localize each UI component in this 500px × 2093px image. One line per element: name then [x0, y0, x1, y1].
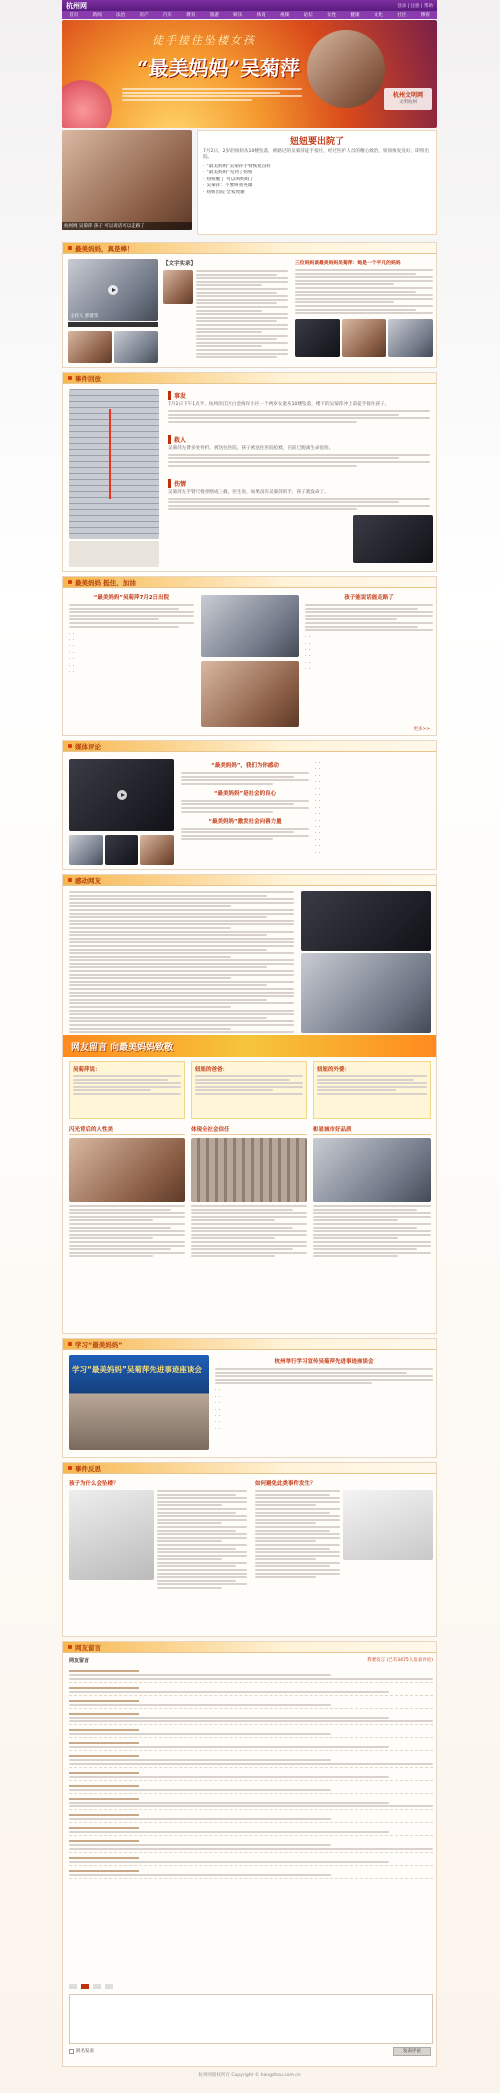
comment-author[interactable]: [69, 1772, 139, 1774]
video-player[interactable]: [68, 259, 158, 321]
thumb[interactable]: [68, 331, 112, 363]
sub-title: 体现全社会信任: [191, 1125, 307, 1135]
replay-heading: 事发: [168, 391, 430, 400]
left-title[interactable]: 孩子为什么会坠楼？: [69, 1481, 119, 1487]
learn-article: [215, 1357, 433, 1433]
comment-body: [69, 1776, 433, 1778]
comment-body: [69, 1759, 433, 1765]
replay-text: 吴菊萍左臂多处骨折，被送往医院。孩子被送往医院抢救，目前已脱离生命危险。: [168, 445, 334, 451]
comment-author[interactable]: [69, 1814, 139, 1816]
list-item[interactable]: · ·: [315, 825, 433, 831]
section-header: [63, 1463, 436, 1474]
comment-author[interactable]: [69, 1742, 139, 1744]
quote-3: [313, 1061, 431, 1119]
list-item[interactable]: · ·: [315, 819, 433, 825]
quote-title: 妞妞的爸爸：: [195, 1067, 229, 1073]
reflect-left: [69, 1479, 247, 1589]
play-icon[interactable]: [108, 285, 118, 295]
learn-list: [215, 1388, 433, 1433]
list-item[interactable]: · ·: [315, 851, 433, 857]
section-title: 事件反思: [75, 1464, 101, 1473]
footer: 杭州网版权所有 Copyright © hangzhou.com.cn: [198, 2073, 301, 2078]
section-title: 网友留言: [75, 1643, 101, 1652]
comment-body: [69, 1861, 433, 1863]
right-list: [305, 635, 433, 673]
nav-item[interactable]: 健康: [350, 13, 360, 18]
nav-item[interactable]: 社区: [397, 13, 407, 18]
list-item[interactable]: · ·: [305, 642, 433, 648]
hero-link[interactable]: · 妞妞出院 全家致谢: [203, 190, 431, 196]
comment-body: [69, 1674, 433, 1680]
section-title: 感动网友: [75, 876, 101, 885]
hospital-photo[interactable]: [201, 595, 299, 657]
xray-photo[interactable]: [353, 515, 433, 563]
banner-tagline: 徒手接住坠楼女孩: [152, 34, 256, 47]
list-item[interactable]: · ·: [315, 806, 433, 812]
comment-item: [69, 1825, 433, 1836]
hero-link[interactable]: · 吴菊萍：不要叫我英雄: [203, 183, 431, 189]
list-item[interactable]: · ·: [315, 838, 433, 844]
section-title: 最美妈妈 挺住、加油: [75, 578, 136, 587]
center-title[interactable]: “最美妈妈”，我们为你感动: [211, 763, 279, 769]
replay-text: 7月2日下午1点半，杭州滨江区白金海岸小区一个两岁女童从10楼坠落，楼下的吴菊萍冲上前徒手接住孩子。: [168, 402, 390, 407]
sub-photo[interactable]: [191, 1138, 307, 1202]
comment-item: [69, 1727, 433, 1738]
right-col: [305, 593, 433, 674]
nav-item[interactable]: 女性: [326, 13, 337, 18]
list-item[interactable]: · ·: [215, 1408, 433, 1414]
hero-link[interactable]: · 妞妞醒了 可以叫妈妈了: [203, 177, 431, 183]
anon-label: 匿名发表: [76, 2049, 94, 2054]
comment-item: [69, 1711, 433, 1726]
replay-item: [168, 479, 430, 511]
right-title[interactable]: 如何避免此类事件发生？: [255, 1481, 316, 1487]
hero-section: [62, 130, 437, 240]
interview-text: [196, 270, 288, 358]
replay-items: [168, 391, 430, 522]
left-list: [69, 632, 194, 677]
comment-author[interactable]: [69, 1798, 139, 1800]
banner-photo: [307, 30, 385, 108]
interview-body: [163, 259, 288, 358]
list-item[interactable]: · ·: [315, 799, 433, 805]
list-item[interactable]: · ·: [69, 670, 194, 676]
sub-3: [313, 1125, 431, 1257]
video-thumb[interactable]: [388, 319, 433, 357]
media-list: [315, 761, 433, 857]
right-article: [295, 259, 433, 357]
list-item[interactable]: · ·: [215, 1395, 433, 1401]
touched-photo-1[interactable]: [301, 891, 431, 951]
section-interview: [62, 242, 437, 368]
list-item[interactable]: · ·: [315, 787, 433, 793]
sub-2: [191, 1125, 307, 1257]
comment-author[interactable]: [69, 1670, 139, 1672]
list-item[interactable]: · ·: [305, 648, 433, 654]
replay-heading: 伤情: [168, 479, 430, 488]
building-photo[interactable]: [69, 389, 159, 539]
section-header: [63, 1642, 436, 1653]
list-item[interactable]: · ·: [305, 661, 433, 667]
sub-photo[interactable]: [69, 1138, 185, 1202]
section-header: [63, 373, 436, 384]
hero-photo[interactable]: [62, 130, 192, 230]
replay-text: 吴菊萍左手臂尺桡骨断成三截，医生说，如果没有吴菊萍的手，孩子就没命了。: [168, 489, 329, 495]
list-item[interactable]: · ·: [69, 644, 194, 650]
section-title: 学习“最美妈妈”: [75, 1340, 123, 1349]
nav-item[interactable]: 论坛: [303, 13, 313, 18]
sub-photo[interactable]: [313, 1138, 431, 1202]
comment-head-row: [69, 1657, 433, 1665]
section-touched: [62, 874, 437, 1334]
source-sub: 文明杭州: [399, 100, 417, 105]
child-photo[interactable]: [201, 661, 299, 727]
reflect-right: [255, 1479, 433, 1578]
banner-source-badge[interactable]: [384, 88, 432, 110]
nav-item[interactable]: 首页: [69, 13, 79, 18]
section-comments: [62, 1641, 437, 2067]
touched-photo-2[interactable]: [301, 953, 431, 1033]
learn-photo[interactable]: [69, 1355, 209, 1450]
sub-1: [69, 1125, 185, 1257]
anon-check[interactable]: [69, 2048, 94, 2054]
comment-item: [69, 1685, 433, 1696]
comment-body: [69, 1746, 433, 1748]
source-label: 杭州文明网: [392, 92, 423, 99]
media-video[interactable]: [69, 759, 174, 831]
comment-author[interactable]: [69, 1827, 139, 1829]
video-label: 主持人 郭建荣: [70, 314, 99, 319]
hero-paragraph: 7月2日，2岁的妞妞从10楼坠落，被路过的吴菊萍徒手接住，经过医护人员的精心救治，妞妞恢复良好，即将出院。: [203, 149, 429, 160]
nav-item[interactable]: 新闻: [92, 13, 102, 18]
nav-item[interactable]: 体育: [256, 13, 266, 18]
comment-item: [69, 1812, 433, 1823]
comment-author[interactable]: [69, 1700, 139, 1702]
replay-item: [168, 391, 430, 423]
thumb[interactable]: [140, 835, 174, 865]
list-item[interactable]: · ·: [315, 767, 433, 773]
list-item[interactable]: · ·: [215, 1401, 433, 1407]
list-item[interactable]: · ·: [315, 761, 433, 767]
media-thumbs: [69, 835, 174, 865]
section-header: [63, 577, 436, 588]
list-item[interactable]: · ·: [215, 1388, 433, 1394]
list-item[interactable]: · ·: [315, 831, 433, 837]
comment-author[interactable]: [69, 1755, 139, 1757]
left-col: [69, 593, 194, 676]
comment-author[interactable]: [69, 1785, 139, 1787]
comment-body: [69, 1704, 433, 1706]
comment-body: [69, 1802, 433, 1808]
nav-item[interactable]: 法治: [115, 13, 126, 18]
list-item[interactable]: · ·: [215, 1427, 433, 1433]
hero-link[interactable]: · “最美妈妈”见到了妞妞: [203, 170, 431, 176]
list-item[interactable]: · ·: [69, 632, 194, 638]
hero-title[interactable]: 妞妞要出院了: [289, 137, 344, 147]
comment-author[interactable]: [69, 1687, 139, 1689]
comment-author[interactable]: [69, 1713, 139, 1715]
pagination[interactable]: [69, 1984, 433, 1990]
section-header: [63, 243, 436, 254]
section-header: [63, 1339, 436, 1350]
comment-item: [69, 1796, 433, 1811]
thumb-row: [68, 331, 158, 363]
comment-textarea[interactable]: [69, 1994, 433, 2044]
fall-arrow: [109, 409, 111, 499]
nav-item[interactable]: 视频: [280, 13, 290, 18]
article-title: 【文字实录】: [163, 261, 197, 267]
nav-item[interactable]: 旅游: [209, 13, 219, 18]
section-learn: [62, 1338, 437, 1458]
hero-links: [203, 164, 431, 196]
section-replay: [62, 372, 437, 572]
top-bar: [62, 0, 437, 11]
hero-link[interactable]: · “最美妈妈”吴菊萍手臂恢复良好: [203, 164, 431, 170]
comment-item: [69, 1668, 433, 1683]
right-title[interactable]: 孩子能说话能走路了: [344, 595, 394, 601]
center-title-3[interactable]: “最美妈妈”激发社会向善力量: [208, 818, 282, 825]
banner: [62, 20, 437, 128]
comment-list: [69, 1668, 433, 1881]
quote-2: [191, 1061, 307, 1119]
comment-author[interactable]: [69, 1840, 139, 1842]
list-item[interactable]: · ·: [69, 657, 194, 663]
comment-body: [69, 1818, 433, 1820]
comment-body: [69, 1831, 433, 1833]
comment-author[interactable]: [69, 1870, 139, 1872]
interviewee-photo: [163, 270, 193, 304]
nav-item[interactable]: 文化: [373, 13, 383, 18]
nav-item[interactable]: 博客: [420, 13, 430, 18]
play-icon[interactable]: [117, 790, 127, 800]
comment-body: [69, 1691, 433, 1693]
comment-item: [69, 1783, 433, 1794]
replay-heading: 救人: [168, 435, 430, 444]
thumb[interactable]: [105, 835, 139, 865]
comment-body: [69, 1789, 433, 1791]
video-thumb[interactable]: [295, 319, 340, 357]
comment-author[interactable]: [69, 1729, 139, 1731]
left-title[interactable]: “最美妈妈”吴菊萍7月2日出院: [93, 595, 170, 601]
comment-body: [69, 1733, 433, 1735]
comment-item: [69, 1868, 433, 1879]
quote-title: 吴菊萍说：: [73, 1067, 101, 1073]
room-diagram[interactable]: [343, 1490, 433, 1560]
learn-banner-text: 学习“最美妈妈”吴菊萍先进事迹座谈会: [72, 1365, 202, 1374]
section-media: [62, 740, 437, 870]
comment-link[interactable]: 我要发言 (已有3475人发表评论): [367, 1658, 433, 1663]
section-header: [63, 741, 436, 752]
comment-item: [69, 1855, 433, 1866]
comment-head: 网友留言: [69, 1658, 90, 1664]
section-cheer: [62, 576, 437, 736]
comment-item: [69, 1698, 433, 1709]
right-title[interactable]: 三位妈妈谈最美妈妈吴菊萍：她是一个平凡的妈妈: [295, 261, 401, 266]
sub-title: 闪光背后的人性美: [69, 1125, 185, 1135]
section-header: [63, 875, 436, 886]
list-item[interactable]: · ·: [305, 654, 433, 660]
sub-title: 彰显城市好品质: [313, 1125, 431, 1135]
banner-flower-left: [62, 80, 112, 128]
comment-body: [69, 1717, 433, 1723]
video-controls[interactable]: [68, 322, 158, 327]
replay-item: [168, 435, 430, 467]
touched-text: [69, 891, 294, 1033]
nav-item[interactable]: 娱乐: [233, 13, 243, 18]
comment-item: [69, 1740, 433, 1751]
message-banner[interactable]: [63, 1035, 436, 1057]
list-item[interactable]: · ·: [315, 774, 433, 780]
quote-1: [69, 1061, 185, 1119]
video-thumb[interactable]: [342, 319, 387, 357]
list-item[interactable]: · ·: [305, 667, 433, 673]
user-links[interactable]: 登录 | 注册 | 帮助: [397, 3, 433, 9]
section-title: 事件回放: [75, 374, 101, 383]
nav-item[interactable]: 汽车: [162, 13, 173, 18]
thumb[interactable]: [114, 331, 158, 363]
submit-button[interactable]: 发表评论: [393, 2047, 431, 2056]
banner-headline: “最美妈妈”吴菊萍: [137, 56, 301, 80]
center-title-2[interactable]: “最美妈妈”是社会的良心: [213, 790, 277, 797]
nav-item[interactable]: 教育: [186, 13, 196, 18]
media-center: [181, 761, 309, 840]
site-logo[interactable]: 杭州网: [66, 1, 87, 10]
comment-body: [69, 1844, 433, 1850]
section-reflect: [62, 1462, 437, 1637]
bottom-photo: [69, 541, 159, 567]
comment-item: [69, 1753, 433, 1768]
article-title[interactable]: 杭州举行学习宣传吴菊萍先进事迹座谈会: [274, 1359, 374, 1365]
list-item[interactable]: · ·: [215, 1414, 433, 1420]
banner-text-block: [122, 88, 302, 101]
list-item[interactable]: · ·: [315, 812, 433, 818]
comment-item: [69, 1770, 433, 1781]
list-item[interactable]: · ·: [215, 1420, 433, 1426]
comment-body: [69, 1874, 433, 1876]
quote-title: 妞妞的外婆：: [317, 1067, 351, 1073]
comment-item: [69, 1838, 433, 1853]
list-item[interactable]: · ·: [315, 793, 433, 799]
main-nav: [62, 11, 437, 19]
hero-text: [197, 130, 437, 235]
hero-caption: 杭州网 吴菊萍 孩子 可以说话可以走路了: [62, 222, 192, 230]
list-item[interactable]: · ·: [315, 780, 433, 786]
list-item[interactable]: · ·: [69, 638, 194, 644]
list-item[interactable]: · ·: [315, 844, 433, 850]
list-item[interactable]: · ·: [69, 664, 194, 670]
section-title: 最美妈妈，真是棒！: [75, 244, 134, 253]
more-link[interactable]: 更多>>: [413, 727, 430, 732]
list-item[interactable]: · ·: [69, 651, 194, 657]
list-item[interactable]: · ·: [305, 635, 433, 641]
diagram-photo[interactable]: [69, 1490, 154, 1580]
message-banner-text: 网友留言 向最美妈妈致敬: [71, 1042, 174, 1053]
nav-item[interactable]: 房产: [139, 13, 149, 18]
section-title: 媒体评论: [75, 742, 101, 751]
thumb[interactable]: [69, 835, 103, 865]
comment-author[interactable]: [69, 1857, 139, 1859]
